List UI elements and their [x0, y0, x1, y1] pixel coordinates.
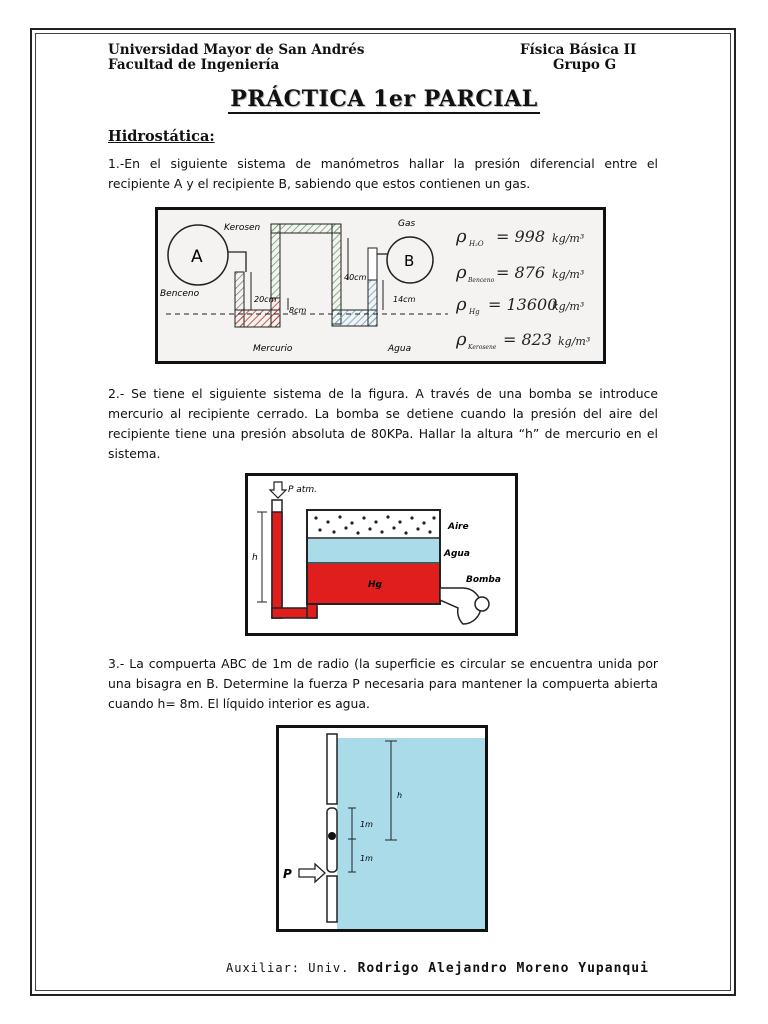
footer-name: Rodrigo Alejandro Moreno Yupanqui: [357, 961, 649, 976]
density-symbol: ρ: [456, 262, 467, 283]
page-title: [0, 86, 768, 112]
manometer-diagram: [158, 210, 603, 361]
problem-3-text: 3.- La compuerta ABC de 1m de radio (la superficie es circular se encuentra unida por una bisagra en B. Determine la fuerza P necesaria para mantener la compuerta abierta cuando h= 8m. El líquido interior es agua.: [108, 656, 658, 711]
dim-14cm: 14cm: [393, 295, 416, 304]
air-layer: [308, 511, 439, 538]
wall-upper: [327, 734, 337, 804]
wall-lower: [327, 876, 337, 922]
gate-figure: [276, 725, 488, 932]
density-value: = 998: [496, 227, 546, 246]
agua-label: Agua: [388, 344, 412, 354]
radius-label-2: 1m: [360, 854, 373, 863]
density-value: = 823: [503, 330, 553, 349]
patm-label: P atm.: [288, 485, 317, 495]
manometer-figure: [155, 207, 606, 364]
section-heading: Hidrostática:: [108, 128, 215, 145]
patm-arrow: [270, 482, 286, 498]
hinge-b: [328, 832, 336, 840]
benceno-label: Benceno: [160, 289, 200, 299]
density-unit: kg/m³: [558, 335, 591, 348]
bomba-label: Bomba: [466, 575, 501, 585]
footer-credit: [226, 961, 649, 976]
density-value: = 13600: [488, 295, 558, 314]
density-sub: Hg: [469, 308, 480, 316]
density-value: = 876: [496, 263, 546, 282]
pump-figure: [245, 473, 518, 636]
force-p-label: P: [283, 867, 292, 881]
density-sub: Benceno: [468, 277, 495, 284]
density-symbol: ρ: [456, 226, 467, 247]
dim-20cm: 20cm: [254, 295, 277, 304]
pump-diagram: [248, 476, 515, 633]
pump-impeller: [475, 597, 489, 611]
footer-prefix: Auxiliar: Univ.: [226, 961, 350, 975]
water-tank: [337, 738, 485, 929]
gas-label: Gas: [398, 219, 416, 229]
vessel-a-label: A: [191, 247, 203, 267]
problem-2-text: 2.- Se tiene el siguiente sistema de la figura. A través de una bomba se introduce mercurio al recipiente cerrado. La bomba se detiene cuando la presión del aire del recipiente tiene una presión absoluta de 80KPa. Hallar la altura “h” de mercurio en el sistema.: [108, 386, 658, 461]
university-name: Universidad Mayor de San Andrés: [108, 42, 365, 58]
problem-1-text: 1.-En el siguiente sistema de manómetros hallar la presión diferencial entre el recipiente A y el recipiente B, sabiendo que estos contienen un gas.: [108, 156, 658, 191]
force-p-arrow: [299, 864, 325, 882]
page-title-text: PRÁCTICA 1er PARCIAL: [230, 86, 538, 112]
hg-label: Hg: [368, 580, 382, 590]
h-label-gate: h: [397, 791, 403, 800]
density-unit: kg/m³: [552, 232, 585, 245]
group-name: Grupo G: [553, 57, 617, 73]
gate-diagram: [279, 728, 485, 929]
density-sub: Kerosene: [468, 344, 497, 351]
agua-label-2: Agua: [444, 549, 470, 559]
h-label: h: [252, 553, 258, 563]
density-sub: H₂O: [469, 240, 484, 248]
dim-40cm: 40cm: [344, 273, 367, 282]
faculty-name: Facultad de Ingeniería: [108, 57, 280, 73]
density-symbol: ρ: [456, 294, 467, 315]
kerosen-label: Kerosen: [224, 223, 261, 233]
kerosene-column-left: [271, 224, 280, 298]
vessel-b-label: B: [404, 252, 415, 270]
water-layer: [308, 539, 439, 563]
density-unit: kg/m³: [552, 268, 585, 281]
density-symbol: ρ: [456, 329, 467, 350]
mercury-tube: [272, 512, 282, 618]
radius-label-1: 1m: [360, 820, 373, 829]
kerosene-column-right: [332, 224, 341, 324]
density-unit: kg/m³: [552, 300, 585, 313]
course-name: Física Básica II: [520, 42, 637, 58]
mercurio-label: Mercurio: [253, 344, 293, 354]
dim-8cm: 8cm: [289, 306, 307, 315]
aire-label: Aire: [448, 522, 469, 532]
